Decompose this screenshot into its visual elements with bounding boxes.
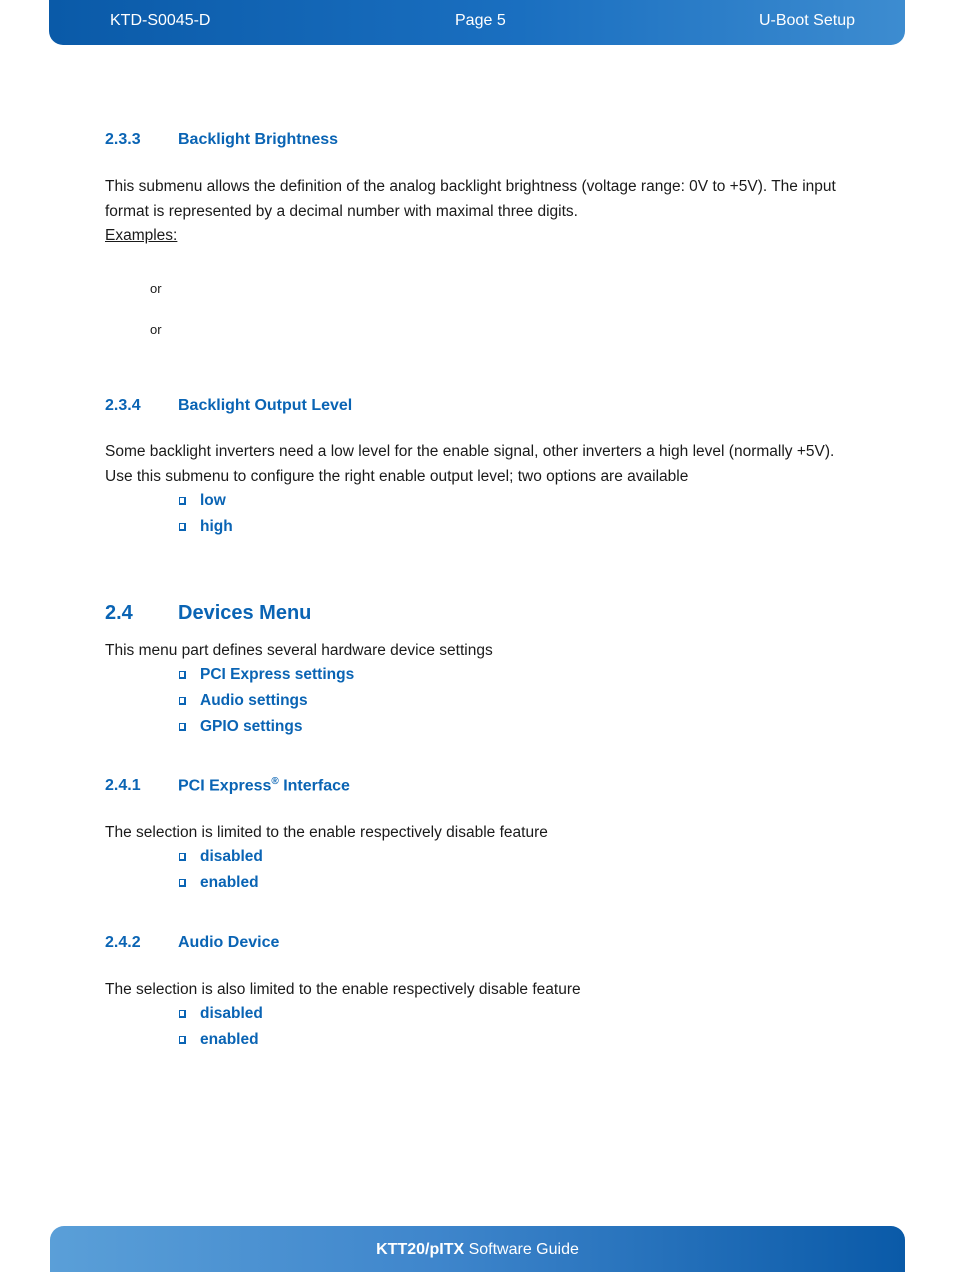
product-name: KTT20/pITX: [376, 1241, 465, 1258]
page-header: [49, 0, 905, 45]
or-separator: or: [150, 281, 162, 296]
checkbox-bullet-icon: [179, 497, 186, 505]
menu-item-label: Audio settings: [200, 692, 308, 709]
heading-number: 2.4.1: [105, 777, 141, 795]
heading-backlight-brightness: [105, 131, 338, 149]
menu-item-label: GPIO settings: [200, 718, 303, 735]
list-item: [179, 492, 226, 510]
heading-number: 2.3.4: [105, 397, 141, 414]
option-label: enabled: [200, 1031, 259, 1048]
option-label: high: [200, 518, 233, 535]
heading-text: Backlight Output Level: [178, 397, 353, 414]
list-item: [179, 718, 303, 736]
paragraph-line: Some backlight inverters need a low level for the enable signal, other inverters a high level (normally +5V).: [105, 443, 835, 460]
menu-item-label: PCI Express settings: [200, 666, 355, 683]
checkbox-bullet-icon: [179, 671, 186, 679]
heading-pci-express-interface: [105, 776, 350, 795]
heading-devices-menu: [105, 602, 311, 625]
list-item: [179, 1005, 263, 1023]
heading-text: Audio Device: [178, 934, 280, 951]
paragraph-line: The selection is limited to the enable respectively disable feature: [105, 824, 548, 841]
footer-title: [50, 1241, 905, 1259]
list-item: [179, 874, 259, 892]
option-label: enabled: [200, 874, 259, 891]
registered-mark: ®: [271, 776, 279, 787]
guide-label: Software Guide: [464, 1241, 579, 1258]
paragraph-backlight-output-level: [105, 440, 865, 489]
checkbox-bullet-icon: [179, 697, 186, 705]
checkbox-bullet-icon: [179, 879, 186, 887]
option-label: disabled: [200, 848, 263, 865]
heading-backlight-output-level: [105, 397, 352, 415]
heading-audio-device: [105, 934, 279, 952]
header-section-title: U-Boot Setup: [758, 12, 855, 29]
paragraph-devices-menu: [105, 639, 865, 664]
checkbox-bullet-icon: [179, 1010, 186, 1018]
paragraph-audio-device: [105, 978, 865, 1003]
paragraph-pci-express: [105, 821, 865, 846]
list-item: [179, 1031, 259, 1049]
checkbox-bullet-icon: [179, 1036, 186, 1044]
heading-number: 2.4.2: [105, 934, 141, 951]
checkbox-bullet-icon: [179, 723, 186, 731]
paragraph-line: The selection is also limited to the enable respectively disable feature: [105, 981, 581, 998]
heading-text: Backlight Brightness: [178, 131, 339, 148]
heading-text: Interface: [278, 777, 350, 795]
checkbox-bullet-icon: [179, 853, 186, 861]
paragraph-backlight-brightness: [105, 175, 865, 249]
option-label: low: [200, 492, 226, 509]
checkbox-bullet-icon: [179, 523, 186, 531]
heading-number: 2.3.3: [105, 131, 141, 148]
document-id: KTD-S0045-D: [110, 12, 211, 29]
examples-label: Examples:: [105, 227, 178, 244]
page-number: Page 5: [455, 12, 506, 29]
heading-text: PCI Express: [178, 777, 272, 795]
heading-text: Devices Menu: [178, 602, 312, 624]
or-separator: or: [150, 322, 162, 337]
option-label: disabled: [200, 1005, 263, 1022]
paragraph-line: Use this submenu to configure the right enable output level; two options are available: [105, 467, 689, 485]
list-item: [179, 518, 233, 536]
page-footer: [50, 1226, 905, 1272]
list-item: [179, 848, 263, 866]
heading-number: 2.4: [105, 602, 133, 624]
list-item: [179, 692, 308, 710]
list-item: [179, 666, 354, 684]
paragraph-line: This menu part defines several hardware device settings: [105, 642, 493, 659]
paragraph-line: format is represented by a decimal number with maximal three digits.: [105, 202, 578, 220]
paragraph-line: This submenu allows the definition of the analog backlight brightness (voltage range: 0V to +5V). The input: [105, 178, 836, 195]
